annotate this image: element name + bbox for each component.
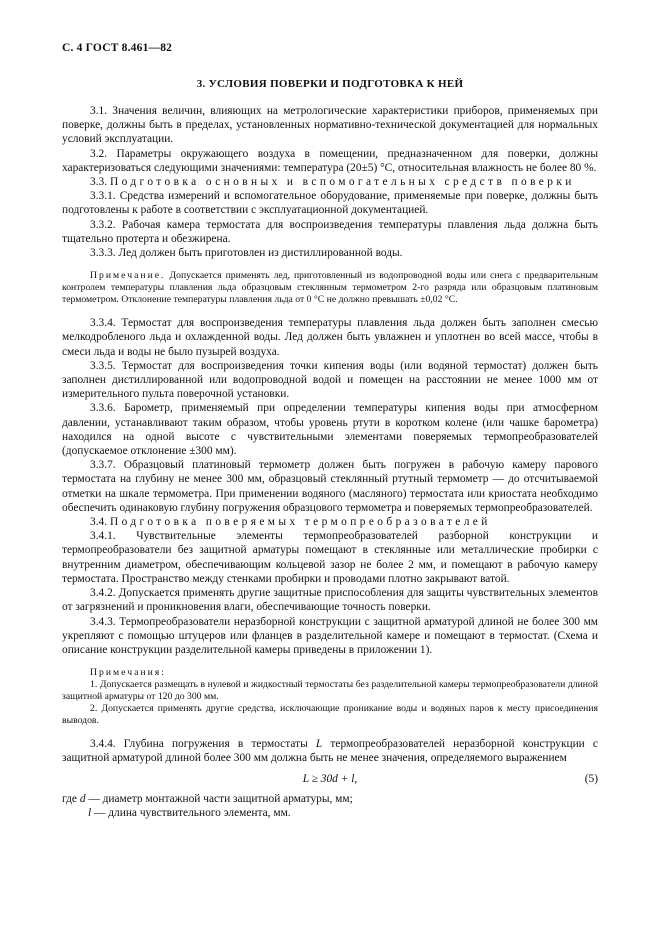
paragraph-3-3-4: 3.3.4. Термостат для воспроизведения температуры плавления льда должен быть заполнен смесью мелкодробленого льда и охлажденной воды. Лед должен быть увлажнен и уплотнен во всей массе, чтобы в смеси льда и воды не было пузырей воздуха. (62, 317, 598, 358)
paragraph-3-3-2: 3.3.2. Рабочая камера термостата для воспроизведения температуры плавления льда должна быть тщательно протерта и обезжирена. (62, 218, 598, 245)
paragraph-3-3-3: 3.3.3. Лед должен быть приготовлен из дистиллированной воды. (90, 247, 403, 260)
note-label: Примечание. (90, 270, 166, 282)
paragraph-3-3-6: 3.3.6. Барометр, применяемый при определении температуры кипения воды при атмосферном давлении, устанавливают таким образом, чтобы уровень ртути в коротком колене (или чашке барометра) находился на одной высоте с чувствительными элементами поверяемых термопреобразователей (допускаемое отклонение ±300 мм). (62, 402, 598, 458)
paragraph-number: 3.4. (90, 516, 108, 529)
subsection-title: Подготовка поверяемых термопреобразователей (109, 516, 491, 529)
paragraph-3-3-1: 3.3.1. Средства измерений и вспомогательное оборудование, применяемые при поверке, должны быть подготовлены к работе в соответствии с эксплуатационной документацией. (62, 190, 598, 217)
paragraph-3-3-5: 3.3.5. Термостат для воспроизведения точки кипения воды (или водяной термостат) должен быть заполнен дистиллированной или водопроводной водой и помещен на расстоянии не менее 1000 мм от измерительного пульта поверочной установки. (62, 359, 598, 401)
paragraph-3-4-1: 3.4.1. Чувствительные элементы термопреобразователей разборной конструкции и термопреобразователи без защитной арматуры помещают в стеклянные или металлические пробирки с внутренним диаметром, обеспечивающим кольцевой зазор не более 2 мм, и помещают в рабочую камеру термостата. Пространство между стенками пробирки и проводами плотно закрывают ватой. (62, 530, 598, 585)
paragraph-3-4-2: 3.4.2. Допускается применять другие защитные приспособления для защиты чувствительных элементов от загрязнений и проникновения влаги, обеспечивающие точность поверки. (62, 587, 598, 614)
formula-number: (5) (584, 772, 598, 785)
where-line-l: l — длина чувствительного элемента, мм. (88, 806, 291, 819)
notes-block (62, 667, 598, 727)
paragraph-3-3 (62, 175, 598, 189)
paragraph-3-4 (62, 515, 598, 529)
paragraph-number: 3.3. (90, 176, 108, 189)
subsection-title: Подготовка основных и вспомогательных средств поверки (109, 176, 575, 189)
note-text: Допускается применять лед, приготовленный из водопроводной воды или снега с предварительным контролем температуры плавления льда образцовым стеклянным термометром 2-го разряда или образцовым платиновым термометром. Отклонение температуры плавления льда от 0 °С не должно превышать ±0,02 °С. (62, 270, 598, 306)
paragraph-3-4-4: 3.4.4. Глубина погружения в термостаты L термопреобразователей неразборной конструкции с защитной арматурой длиной более 300 мм должна быть не менее значения, определяемого выражением (62, 738, 598, 765)
note-item: 1. Допускается размещать в нулевой и жидкостный термостаты без разделительной камеры термопреобразователи длиной защитной арматуры от 120 до 300 мм. (62, 679, 598, 703)
where-line-d: где d — диаметр монтажной части защитной арматуры, мм; (62, 792, 353, 805)
section-body (62, 104, 598, 820)
paragraph-3-3-7: 3.3.7. Образцовый платиновый термометр должен быть погружен в рабочую камеру парового термостата на глубину не менее 300 мм, образцовый стеклянный ртутный термометр — до отсчитываемой отметки на шкале термометра. При применении водяного (масляного) термостата или криостата необходимо обеспечить одинаковую глубину погружения образцового термометра и поверяемых термопреобразователей. (62, 459, 598, 514)
variable-L: L (315, 738, 323, 751)
formula-5 (62, 772, 598, 792)
paragraph-3-1: 3.1. Значения величин, влияющих на метрологические характеристики приборов, применяемых при поверке, должны быть в пределах, установленных нормативно-технической документацией для нормальных условий эксплуатации. (62, 105, 598, 146)
section-title: 3. УСЛОВИЯ ПОВЕРКИ И ПОДГОТОВКА К НЕЙ (196, 78, 464, 90)
notes-label: Примечания: (90, 667, 166, 679)
document-page (62, 42, 598, 820)
paragraph-3-2: 3.2. Параметры окружающего воздуха в помещении, предназначенном для поверки, должны характеризоваться следующими значениями: температура (20±5) °С, относительная влажность не более 80 %. (62, 147, 598, 174)
paragraph-3-4-3: 3.4.3. Термопреобразователи неразборной конструкции с защитной арматурой длиной не более 300 мм укрепляют с помощью штуцеров или фланцев в разделительной камере и помещают в термостат. (Схема и описание конструкции разделительной камеры приведены в приложении 1). (62, 615, 598, 656)
note-block (62, 270, 598, 306)
where-block (62, 792, 598, 820)
page-header: С. 4 ГОСТ 8.461—82 (62, 42, 173, 54)
formula-expression: L ≥ 30d + l, (302, 772, 358, 785)
note-item: 2. Допускается применять другие средства, исключающие проникание воды и водяных паров к месту присоединения выводов. (62, 703, 598, 727)
